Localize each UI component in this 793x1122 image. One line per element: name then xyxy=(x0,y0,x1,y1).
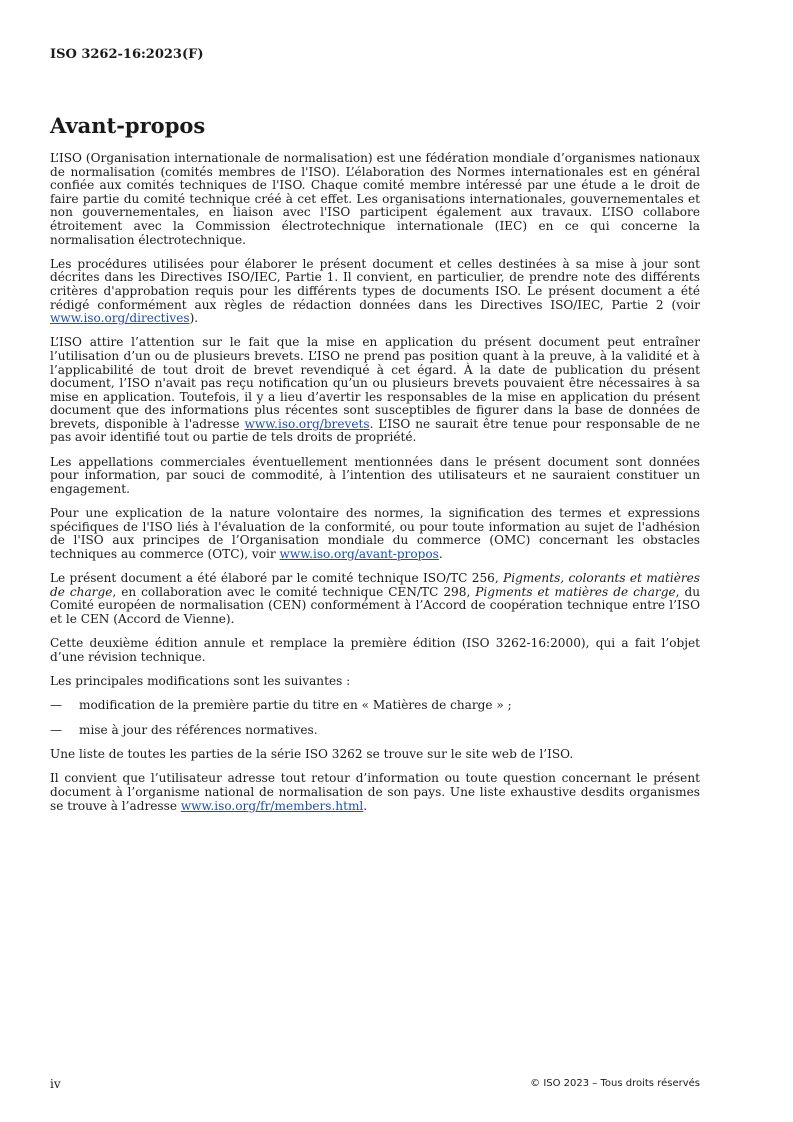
paragraph-feedback: Il convient que l’utilisateur adresse tout retour d’information ou toute question concernant le présent document à l’organisme national de normalisation de son pays. Une liste exhaustive desdits organismes se trouve à l’adresse www.iso.org/fr/members.html. xyxy=(50,771,700,813)
paragraph-changes-intro: Les principales modifications sont les suivantes : xyxy=(50,673,351,688)
list-dash: — xyxy=(50,697,63,712)
paragraph-trade-names: Les appellations commerciales éventuellement mentionnées dans le présent document sont données pour information, par souci de commodité, à l’intention des utilisateurs et ne sauraient constituer un engagement. xyxy=(50,454,700,496)
link-directives[interactable]: www.iso.org/directives xyxy=(50,311,190,326)
link-patents[interactable]: www.iso.org/brevets xyxy=(244,416,370,431)
paragraph-voluntary-nature: Pour une explication de la nature volontaire des normes, la signification des termes et expressions spécifiques de l'ISO liés à l'évaluation de la conformité, ou pour toute information au sujet de l'adhésion de l'ISO aux principes de l’Organisation mondiale du commerce (OMC) concernant les obstacles techniques au commerce (OTC), voir www.iso.org/avant-propos. xyxy=(50,506,700,561)
section-heading: Avant-propos xyxy=(50,113,206,138)
list-item xyxy=(50,699,700,713)
list-item xyxy=(50,724,700,738)
list-dash: — xyxy=(50,722,63,737)
copyright-notice: © ISO 2023 – Tous droits réservés xyxy=(530,1078,700,1089)
document-identifier: ISO 3262-16:2023(F) xyxy=(50,47,204,62)
paragraph-patents: L’ISO attire l’attention sur le fait que la mise en application du présent document peut entraîner l’utilisation d’un ou de plusieurs brevets. L’ISO ne prend pas position quant à la preuve, à la validité et à l’applicabilité de tout droit de brevet revendiqué à cet égard. À la date de publication du présent document, l’ISO n'avait pas reçu notification qu’un ou plusieurs brevets pouvaient être nécessaires à sa mise en application. Toutefois, il y a lieu d’avertir les responsables de la mise en application du présent document que des informations plus récentes sont susceptibles de figurer dans la base de données de brevets, disponible à l'adresse www.iso.org/brevets. L’ISO ne saurait être tenue pour responsable de ne pas avoir identifié tout ou partie de tels droits de propriété. xyxy=(50,335,700,445)
link-members[interactable]: www.iso.org/fr/members.html xyxy=(180,798,364,813)
paragraph-procedures: Les procédures utilisées pour élaborer le présent document et celles destinées à sa mise à jour sont décrites dans les Directives ISO/IEC, Partie 1. Il convient, en particulier, de prendre note des différents critères d'approbation requis pour les différents types de documents ISO. Le présent document a été rédigé conformément aux règles de rédaction données dans les Directives ISO/IEC, Partie 2 (voir www.iso.org/directives). xyxy=(50,256,700,326)
paragraph-committee: Le présent document a été élaboré par le comité technique ISO/TC 256, Pigments, colorants et matières de charge, en collaboration avec le comité technique CEN/TC 298, Pigments et matières de charge, du Comité européen de normalisation (CEN) conformément à l’Accord de coopération technique entre l’ISO et le CEN (Accord de Vienne). xyxy=(50,571,700,626)
document-page xyxy=(50,0,700,1122)
link-foreword[interactable]: www.iso.org/avant-propos xyxy=(279,546,439,561)
list-item-text: modification de la première partie du titre en « Matières de charge » ; xyxy=(79,697,512,712)
foreword-body xyxy=(50,152,700,824)
list-item-text: mise à jour des références normatives. xyxy=(79,722,318,737)
paragraph-edition: Cette deuxième édition annule et remplace la première édition (ISO 3262-16:2000), qui a fait l’objet d’une révision technique. xyxy=(50,635,700,664)
paragraph-series-list: Une liste de toutes les parties de la série ISO 3262 se trouve sur le site web de l’ISO. xyxy=(50,747,574,762)
page-number: iv xyxy=(50,1077,61,1091)
paragraph-iso-intro: L’ISO (Organisation internationale de normalisation) est une fédération mondiale d’organismes nationaux de normalisation (comités membres de l'ISO). L’élaboration des Normes internationales est en général confiée aux comités techniques de l'ISO. Chaque comité membre intéressé par une étude a le droit de faire partie du comité technique créé à cet effet. Les organisations internationales, gouvernementales et non gouvernementales, en liaison avec l'ISO participent également aux travaux. L’ISO collabore étroitement avec la Commission électrotechnique internationale (IEC) en ce qui concerne la normalisation électrotechnique. xyxy=(50,151,700,247)
